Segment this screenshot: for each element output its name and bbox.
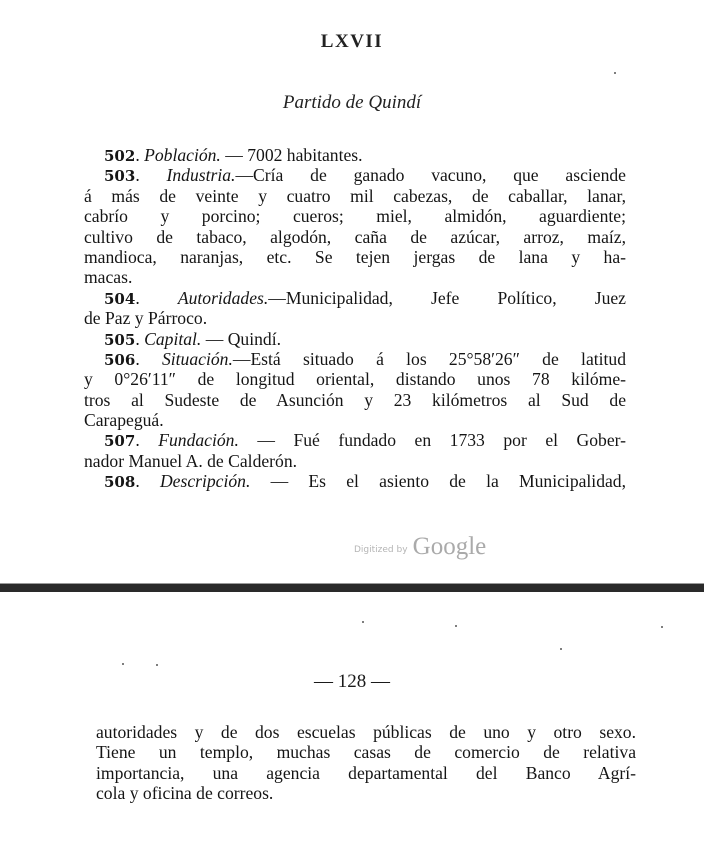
paragraph-506-line-1: 506. Situación.—Está situado á los 25°58′26″ de latitud — [104, 348, 627, 369]
paragraph-503-line-4: cultivo de tabaco, algodón, caña de azúcar, arroz, maíz, — [84, 226, 626, 247]
paragraph-506-line-4: Carapeguá. — [84, 410, 164, 431]
paragraph-text: — Fué fundado en 1733 por el Gober- — [238, 430, 627, 451]
paragraph-number: 504 — [104, 289, 136, 308]
paragraph-heading: Descripción. — [159, 471, 251, 492]
continuation-line-4: cola y oficina de correos. — [96, 783, 274, 804]
paragraph-503-line-3: cabrío y porcino; cueros; miel, almidón, aguardiente; — [84, 206, 626, 227]
paragraph-505-line-1: 505. Capital. — Quindí. — [104, 328, 281, 349]
scan-speck — [661, 626, 663, 628]
scan-speck — [614, 72, 616, 74]
paragraph-text: — Quindí. — [201, 328, 281, 349]
paragraph-504-line-2: de Paz y Párroco. — [84, 308, 208, 329]
continuation-line-2: Tiene un templo, muchas casas de comercio de relativa — [96, 742, 636, 763]
paragraph-number: 506 — [104, 350, 136, 369]
paragraph-number: 503 — [104, 167, 136, 186]
watermark-prefix: Digitized by — [354, 545, 408, 555]
paragraph-text: —Está situado á los 25°58′26″ de latitud — [232, 348, 627, 369]
paragraph-504-line-1: 504. Autoridades.—Municipalidad, Jefe Político, Juez — [104, 287, 626, 308]
paragraph-507-line-2: nador Manuel A. de Calderón. — [84, 450, 298, 471]
paragraph-503-line-2: á más de veinte y cuatro mil cabezas, de caballar, lanar, — [84, 185, 626, 206]
paragraph-text: — 7002 habitantes. — [220, 145, 363, 165]
paragraph-heading: Capital. — [144, 328, 202, 349]
paragraph-508-line-1: 508. Descripción. — Es el asiento de la Municipalidad, — [104, 471, 627, 492]
scan-speck — [362, 621, 364, 623]
paragraph-heading: Autoridades. — [177, 287, 269, 308]
roman-numeral-heading: LXVII — [320, 31, 384, 52]
bottom-body-text — [96, 722, 636, 804]
scan-speck — [122, 663, 124, 665]
scan-speck — [455, 625, 457, 627]
paragraph-503-line-6: macas. — [84, 267, 133, 288]
scan-speck — [156, 664, 158, 666]
top-body-text — [84, 145, 626, 492]
scan-speck — [560, 648, 562, 650]
page-separator-bar — [0, 583, 704, 592]
paragraph-number: 507 — [104, 432, 136, 451]
paragraph-number: 502 — [104, 147, 136, 165]
paragraph-506-line-3: tros al Sudeste de Asunción y 23 kilómetros al Sud de — [84, 389, 626, 410]
continuation-line-1: autoridades y de dos escuelas públicas de uno y otro sexo. — [96, 722, 636, 742]
digitized-by-google-watermark — [354, 533, 486, 561]
paragraph-503-line-5: mandioca, naranjas, etc. Se tejen jergas de lana y ha- — [84, 246, 626, 267]
paragraph-text: —Cría de ganado vacuno, que asciende — [235, 165, 626, 186]
paragraph-507-line-1: 507. Fundación. — Fué fundado en 1733 por el Gober- — [104, 430, 627, 451]
paragraph-heading: Industria. — [166, 165, 236, 186]
paragraph-503-line-1: 503. Industria.—Cría de ganado vacuno, que asciende — [104, 165, 626, 186]
paragraph-number: 508 — [104, 473, 136, 492]
paragraph-number: 505 — [104, 330, 136, 349]
section-title: Partido de Quindí — [282, 92, 422, 113]
paragraph-text: — Es el asiento de la Municipalidad, — [250, 471, 627, 492]
paragraph-506-line-2: y 0°26′11″ de longitud oriental, distando unos 78 kilóme- — [84, 369, 626, 390]
paragraph-heading: Población. — [144, 145, 221, 165]
paragraph-heading: Fundación. — [158, 430, 239, 451]
google-logo: Google — [412, 533, 487, 560]
paragraph-text: —Municipalidad, Jefe Político, Juez — [268, 287, 626, 308]
paragraph-heading: Situación. — [161, 348, 233, 369]
page-number: — 128 — — [314, 671, 390, 692]
paragraph-502-line-1: 502. Población. — 7002 habitantes. — [104, 145, 363, 165]
continuation-line-3: importancia, una agencia departamental del Banco Agrí- — [96, 762, 636, 783]
page-bottom — [0, 592, 704, 844]
